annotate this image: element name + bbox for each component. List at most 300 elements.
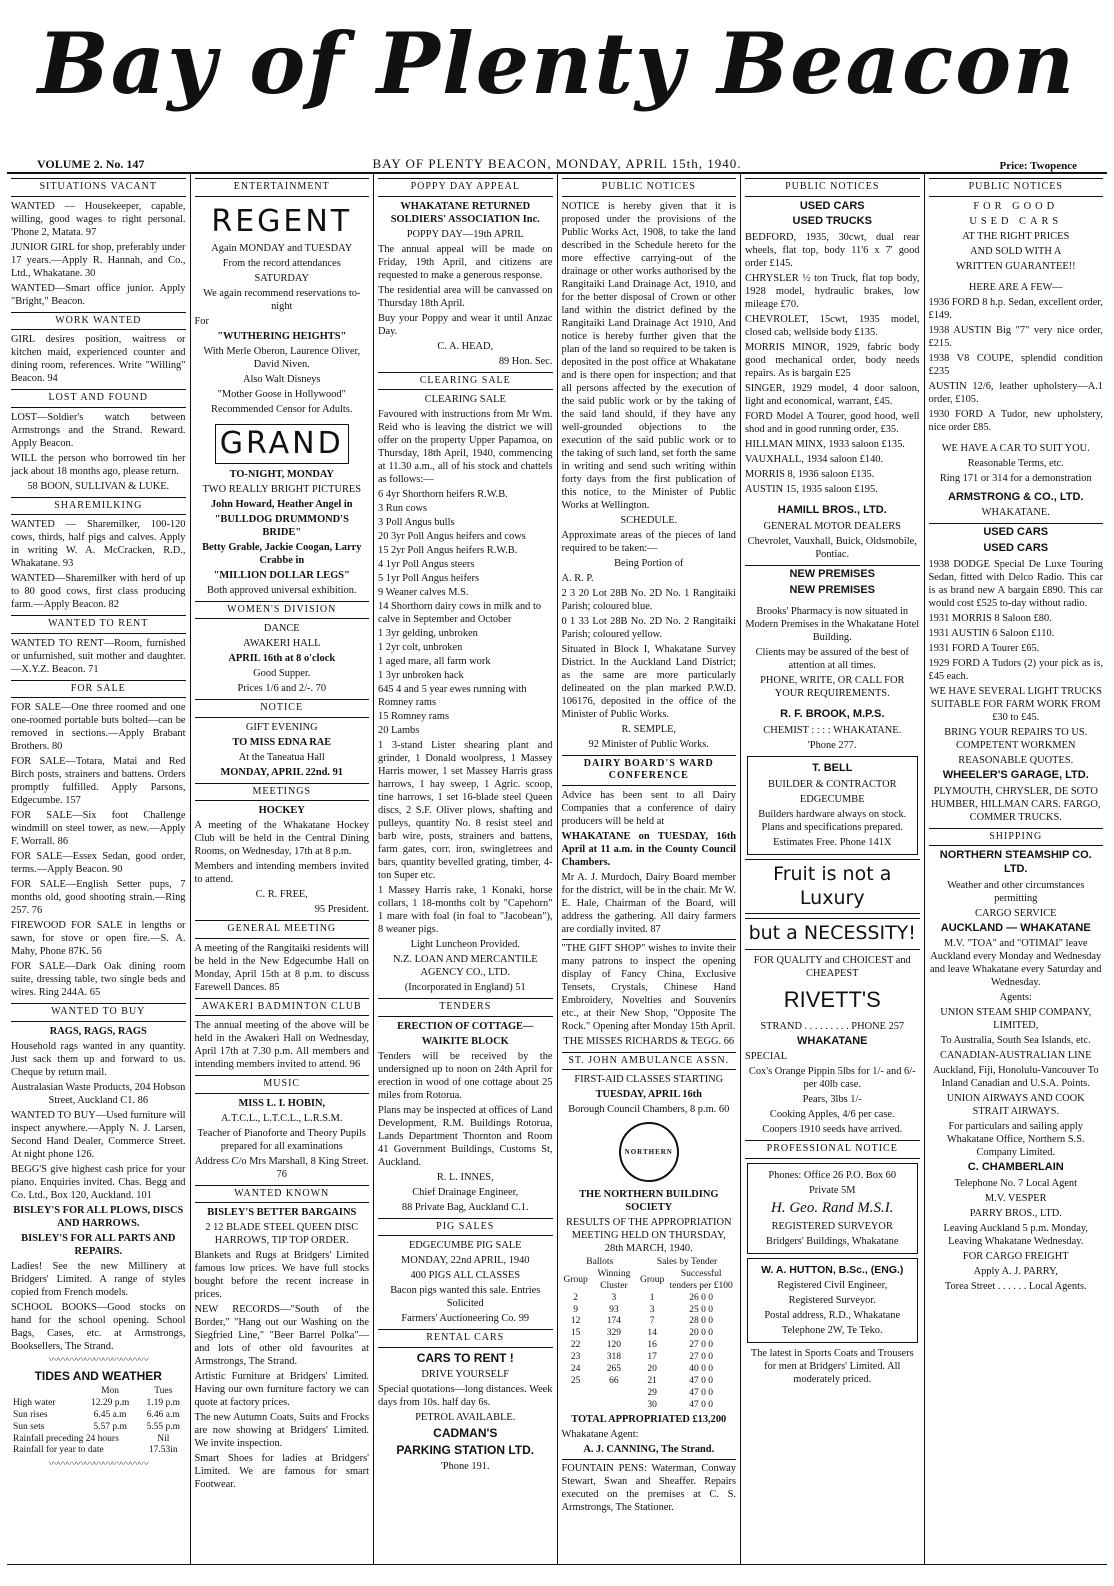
table-cell: 93 bbox=[609, 1304, 619, 1315]
table-cell: 265 bbox=[606, 1363, 622, 1374]
divider bbox=[562, 939, 737, 940]
table-cell: 66 bbox=[609, 1375, 619, 1386]
signature: 95 President. bbox=[314, 904, 369, 915]
business-name: C. CHAMBERLAIN bbox=[967, 1161, 1064, 1174]
notice-text: NOTICE is hereby given that it is proposed under the provisions of the Public Works Act, 1908, to take the land described in the Schedule hereto for the more effective carrying-out of the drainage or other works authorised by the Rangitaiki Land Drainage Act, 1910, and for the better disposal of Crown or other land within the district defined by the Rangitaiki Land Drainage Act 1910, And notice is hereby further given that the plan of the land so required to be taken is deposited in the post office at Whakatane and is there open for inspection; and that all persons affected by the execution of the said public work or by the taking of the said land should, if they have any well-grounded objections to the execution of the said public work or to the taking of such land, set forth the same in writing and send such writing within forty days from the first publication of this notice, to the Minister of Public Works at Wellington. bbox=[561, 200, 736, 511]
table-cell: 22 bbox=[570, 1340, 581, 1351]
list-item: 1938 AUSTIN Big "7" very nice order, £215. bbox=[928, 324, 1103, 349]
section-heading: ST. JOHN AMBULANCE ASSN. bbox=[562, 1052, 737, 1071]
table-cell: 47 0 0 bbox=[689, 1387, 714, 1398]
table-header: Mon bbox=[101, 1386, 120, 1396]
text-line: BISLEY'S BETTER BARGAINS bbox=[207, 1207, 357, 1218]
section-heading: CLEARING SALE bbox=[378, 372, 553, 391]
text-line: Light Luncheon Provided. bbox=[410, 939, 520, 950]
column-4 bbox=[557, 174, 741, 1564]
business-name: CADMAN'S bbox=[433, 1425, 498, 1440]
notice-text: Mr A. J. Murdoch, Dairy Board member for the district, will be in the chair. Mr W. E. Hale, Chairman of the Board, will address the gathering. All dairy farmers are cordially invited. 87 bbox=[561, 871, 736, 935]
text-line: 2 12 BLADE STEEL QUEEN DISC HARROWS, TIP TOP ORDER. bbox=[205, 1222, 359, 1246]
section-heading: SHAREMILKING bbox=[11, 497, 186, 516]
list-item: 1930 FORD A Tudor, new upholstery, nice order £85. bbox=[928, 408, 1103, 433]
table-row bbox=[562, 1352, 737, 1364]
table-row bbox=[562, 1305, 737, 1317]
text-line: Leaving Auckland 5 p.m. Monday, Leaving Whakatane Wednesday. bbox=[943, 1223, 1088, 1247]
table-cell: 27 0 0 bbox=[689, 1352, 714, 1362]
table-cell: 25 bbox=[570, 1375, 581, 1386]
stock-list bbox=[378, 488, 553, 737]
text-line: PETROL AVAILABLE. bbox=[415, 1411, 516, 1423]
table-cell: Sun rises bbox=[13, 1409, 48, 1420]
text-line: TUESDAY, APRIL 16th bbox=[595, 1089, 702, 1100]
notice-text: For particulars and sailing apply Whakatane Office, Northern S.S. Company Limited. bbox=[946, 1121, 1085, 1159]
text-line: UNION AIRWAYS AND COOK STRAIT AIRWAYS. bbox=[946, 1093, 1085, 1118]
text-line: DANCE bbox=[263, 623, 300, 634]
text-line: Estimates Free. Phone 141X bbox=[773, 836, 892, 848]
notice-text: Artistic Furniture at Bridgers' Limited. Having our own furniture factory we can quote at factory prices. bbox=[194, 1371, 369, 1408]
text-line: Chevrolet, Vauxhall, Buick, Oldsmobile, Pontiac. bbox=[747, 535, 917, 560]
table-row bbox=[562, 1376, 737, 1388]
notice-text: 1 3-stand Lister shearing plant and grinder, 1 Donald woolpress, 1 Massey Harris mower, 1 set Massey Harris grass harrows, 1 hay sweep, 1 Agric. scoop, tine harrows, 1 set 16-blade steel Queen discs, 2 S.F. Oliver plows, shafting and pulleys, quantity No. 8 resist steel and barb wire, posts, strainers and battens, farm gates, corr. iron, swingletrees and bars, quantity bevelled grating, timber, 4-ton Super etc. bbox=[378, 740, 553, 881]
signature: C. R. FREE, bbox=[255, 889, 308, 900]
text-line: A. J. CANNING, The Strand. bbox=[583, 1444, 715, 1456]
text-line: MONDAY, APRIL 22nd. 91 bbox=[220, 766, 343, 778]
text-line: Being Portion of bbox=[614, 557, 684, 569]
classified-ad: FOR SALE—Essex Sedan, good order, terms.—Apply Beacon. 90 bbox=[11, 851, 186, 875]
text-line: 400 PIGS ALL CLASSES bbox=[410, 1270, 521, 1281]
text-line: ERECTION OF COTTAGE— bbox=[397, 1020, 534, 1032]
table-row bbox=[11, 1434, 186, 1446]
text-line: Betty Grable, Jackie Coogan, Larry Crabbe in bbox=[202, 541, 362, 566]
section-heading: WANTED TO BUY bbox=[11, 1003, 186, 1022]
notice-text: The latest in Sports Coats and Trousers for men at Bridgers' Limited. All moderately priced. bbox=[750, 1347, 914, 1385]
list-item: 20 Lambs bbox=[378, 725, 420, 736]
list-item: Cox's Orange Pippin 5lbs for 1/- and 6/- per 40lb case. bbox=[748, 1066, 916, 1091]
table-cell: 28 0 0 bbox=[689, 1316, 714, 1327]
table-cell bbox=[590, 1388, 638, 1400]
notice-text: 2 3 20 Lot 28B No. 2D No. 1 Rangitaiki Parish; coloured blue. bbox=[561, 587, 736, 612]
text-line: HERE ARE A FEW— bbox=[968, 281, 1063, 293]
table-cell: 3 bbox=[611, 1292, 617, 1303]
text-line: 'Phone 277. bbox=[807, 740, 857, 751]
list-item: Pears, 3lbs 1/- bbox=[802, 1094, 862, 1106]
newspaper-page bbox=[7, 4, 1107, 1579]
classified-ad: FOR SALE—Totara, Matai and Red Birch posts, strainers and battens. Orders promptly fulfilled. Apply Parsons, Edgecumbe. 157 bbox=[11, 756, 186, 806]
classified-ad: LOST—Soldier's watch between Armstrongs and the Strand. Reward. Apply Beacon. bbox=[11, 411, 186, 449]
ad-headline: NEW PREMISES bbox=[789, 583, 876, 596]
table-row bbox=[11, 1445, 186, 1457]
text-line: To Australia, South Sea Islands, etc. bbox=[940, 1035, 1091, 1047]
text-line: DRIVE YOURSELF bbox=[421, 1368, 510, 1380]
list-item: 1 2yr colt, unbroken bbox=[378, 642, 463, 653]
section-heading: PROFESSIONAL NOTICE bbox=[745, 1140, 920, 1159]
list-item: 3 Run cows bbox=[378, 503, 428, 514]
notice-text: Smart Shoes for ladies at Bridgers' Limited. We are famous for smart Footwear. bbox=[194, 1453, 369, 1490]
classified-ad: WILL the person who borrowed tin her jack about 18 months ago, please return. bbox=[11, 452, 186, 477]
text-line: EDGECUMBE bbox=[799, 793, 865, 805]
classified-ad: WANTED TO RENT—Room, furnished or unfurnished, suit mother and daughter.—X.Y.Z. Beacon. 71 bbox=[11, 637, 186, 675]
list-item: BEDFORD, 1935, 30cwt, dual rear wheels, flat top, body 11'6 x 7' good order £145. bbox=[745, 232, 920, 269]
text-line: CARS TO RENT ! bbox=[416, 1350, 514, 1365]
text-line: Again MONDAY and TUESDAY bbox=[211, 243, 353, 254]
business-name: WHEELER'S GARAGE, LTD. bbox=[942, 768, 1089, 781]
table-cell: 120 bbox=[606, 1340, 622, 1351]
text-line: WHAKATANE bbox=[797, 1034, 868, 1047]
notice-text: Builders hardware always on stock. Plans and specifications prepared. bbox=[758, 808, 907, 833]
classified-ad: JUNIOR GIRL for shop, preferably under 17 years.—Apply R. Hannah, and Co., Ltd., Whakatane. 30 bbox=[11, 241, 186, 279]
text-line: THE NORTHERN BUILDING SOCIETY bbox=[579, 1189, 719, 1213]
list-item: AUSTIN 15, 1935 saloon £195. bbox=[745, 484, 878, 495]
text-line: Telephone No. 7 Local Agent bbox=[954, 1178, 1077, 1189]
text-line: CHEMIST : : : : WHAKATANE. bbox=[763, 725, 902, 736]
classified-ad: 58 BOON, SULLIVAN & LUKE. bbox=[27, 480, 170, 492]
text-line: Bridgers' Buildings, Whakatane bbox=[766, 1235, 899, 1247]
text-line: CLEARING SALE bbox=[424, 394, 506, 405]
divider bbox=[929, 523, 1104, 524]
section-heading: PUBLIC NOTICES bbox=[929, 178, 1104, 197]
business-name: W. A. HUTTON, B.Sc., (ENG.) bbox=[761, 1263, 904, 1276]
text-line: Torea Street . . . . . . Local Agents. bbox=[944, 1281, 1087, 1292]
text-line: Address C/o Mrs Marshall, 8 King Street. 76 bbox=[194, 1155, 369, 1180]
ad-headline: NEW PREMISES bbox=[789, 567, 876, 580]
decorative-divider: 〰〰〰〰〰〰〰〰〰〰〰 bbox=[48, 1354, 148, 1366]
classified-ad: FIREWOOD FOR SALE in lengths or sawn, for stove or open fire.—S. A. Mahy, Phone 87K. 56 bbox=[11, 920, 186, 957]
signature: 89 Hon. Sec. bbox=[498, 355, 553, 367]
section-heading: DAIRY BOARD'S WARD CONFERENCE bbox=[562, 755, 737, 786]
table-cell: 21 bbox=[647, 1375, 657, 1386]
text-line: Auckland, Fiji, Honolulu-Vancouver To Inland Canadian and U.S.A. Points. bbox=[932, 1065, 1099, 1090]
classified-ad: WANTED TO BUY—Used furniture will inspect anywhere.—Apply N. J. Larsen, Second Hand Dealer, Commerce Street. At night phone 126. bbox=[11, 1109, 186, 1160]
list-item: FORD Model A Tourer, good hood, well shod and in good running order, £35. bbox=[745, 411, 920, 435]
table-header: Successful tenders per £100 bbox=[669, 1268, 733, 1291]
notice-text: NEW RECORDS—"South of the Border," "Hang out our Washing on the Siegfried Line," "Beer Barrel Polka"—and lots of other old favourites at Armstrongs, The Strand. bbox=[194, 1304, 369, 1367]
tides-table bbox=[11, 1386, 186, 1457]
text-line: PLYMOUTH, CHRYSLER, DE SOTO HUMBER, HILLMAN CARS. FARGO, COMMER TRUCKS. bbox=[930, 785, 1101, 823]
notice-text: PHONE, WRITE, OR CALL FOR YOUR REQUIREMENTS. bbox=[760, 675, 905, 700]
text-line: M.V. VESPER bbox=[984, 1193, 1047, 1204]
table-row bbox=[562, 1340, 737, 1352]
table-cell: 318 bbox=[606, 1352, 622, 1362]
section-heading: MEETINGS bbox=[195, 783, 370, 802]
text-line: WHAKATANE. bbox=[981, 507, 1050, 519]
table-header: Winning Cluster bbox=[597, 1268, 631, 1291]
list-item: Coopers 1910 seeds have arrived. bbox=[762, 1124, 903, 1136]
address: Australasian Waste Products, 204 Hobson Street, Auckland C1. 86 bbox=[11, 1081, 186, 1106]
notice-text: Advice has been sent to all Dairy Companies that a conference of dairy producers will be held at bbox=[561, 789, 736, 827]
text-line: AWAKERI HALL bbox=[243, 638, 321, 649]
price: Price: Twopence bbox=[999, 160, 1077, 172]
table-cell: 329 bbox=[606, 1328, 622, 1339]
business-name: HAMILL BROS., LTD. bbox=[777, 504, 887, 516]
table-cell: 17 bbox=[647, 1352, 657, 1362]
table-cell: 3 bbox=[649, 1304, 655, 1315]
table-row bbox=[562, 1364, 737, 1376]
list-item: 1 3yr gelding, unbroken bbox=[378, 628, 478, 639]
list-item: 645 4 and 5 year ewes running with Romney rams bbox=[378, 684, 527, 708]
list-item: MORRIS 8, 1936 saloon £135. bbox=[745, 469, 875, 480]
text-line: AUCKLAND — WHAKATANE bbox=[940, 921, 1091, 934]
section-heading: PUBLIC NOTICES bbox=[745, 178, 920, 197]
business-name: RIVETT'S bbox=[783, 987, 881, 1012]
fruit-ad-headline: but a NECESSITY! bbox=[745, 918, 920, 950]
table-cell: 2 bbox=[573, 1292, 579, 1303]
table-header-row bbox=[562, 1269, 737, 1293]
list-item: 15 Romney rams bbox=[378, 711, 449, 722]
list-item: 1929 FORD A Tudors (2) your pick as is, £45 each. bbox=[928, 657, 1103, 682]
table-cell: 29 bbox=[647, 1387, 657, 1398]
dateline-bar bbox=[7, 152, 1107, 174]
list-item: 1 aged mare, all farm work bbox=[378, 656, 491, 667]
notice-text: Brooks' Pharmacy is now situated in Modern Premises in the Whakatane Hotel Building. bbox=[745, 606, 920, 644]
list-item: VAUXHALL, 1934 saloon £140. bbox=[745, 454, 884, 465]
table-cell: 17.53in bbox=[148, 1445, 178, 1456]
table-cell bbox=[590, 1400, 638, 1412]
section-heading: PIG SALES bbox=[378, 1218, 553, 1237]
text-line: At the Taneatua Hall bbox=[238, 751, 325, 763]
table-header: Sales by Tender bbox=[656, 1257, 718, 1267]
table-header-row bbox=[562, 1257, 737, 1269]
text-line: APRIL 16th at 8 o'clock bbox=[228, 653, 336, 664]
signature: Chief Drainage Engineer, bbox=[412, 1186, 519, 1198]
section-heading: WORK WANTED bbox=[11, 312, 186, 331]
list-item: 1931 MORRIS 8 Saloon £80. bbox=[928, 612, 1052, 624]
table-cell bbox=[562, 1400, 590, 1412]
text-line: Telephone 2W, Te Teko. bbox=[781, 1324, 883, 1336]
masthead bbox=[7, 4, 1107, 152]
text-line: SCHEDULE. bbox=[620, 514, 678, 526]
notice-text: Buy your Poppy and wear it until Anzac Day. bbox=[378, 312, 553, 337]
business-name: NORTHERN STEAMSHIP CO. LTD. bbox=[939, 849, 1092, 875]
classified-ad: GIRL desires position, waitress or kitchen maid, experienced counter and dining room, references. Write "Willing" Beacon. 94 bbox=[11, 334, 186, 384]
list-item: AUSTIN 12/6, leather upholstery—A.1 order, £105. bbox=[928, 380, 1103, 405]
table-cell: 9 bbox=[573, 1304, 579, 1315]
list-item: CHEVROLET, 15cwt, 1935 model, closed cab, wellside body £135. bbox=[745, 314, 920, 338]
text-line: AND SOLD WITH A bbox=[970, 245, 1062, 257]
section-heading: WANTED KNOWN bbox=[195, 1185, 370, 1204]
classified-ad: WANTED—Smart office junior. Apply "Bright," Beacon. bbox=[11, 282, 186, 307]
list-item: 3 Poll Angus bulls bbox=[378, 517, 455, 528]
classified-ad: WANTED — Sharemilker, 100-120 cows, thirds, half pigs and calves. Apply in writing W. A. McCracken, R.D., Whakatane. 93 bbox=[11, 519, 186, 569]
surveyor-ad bbox=[747, 1163, 918, 1254]
section-heading: FOR SALE bbox=[11, 680, 186, 699]
text-line: A.T.C.L., L.T.C.L., L.R.S.M. bbox=[221, 1112, 343, 1124]
text-line: STRAND . . . . . . . . . PHONE 257 bbox=[760, 1020, 905, 1032]
notice-text: Approximate areas of the pieces of land required to be taken:— bbox=[561, 529, 736, 554]
text-line: WHAKATANE RETURNED SOLDIERS' ASSOCIATION Inc. bbox=[390, 200, 540, 225]
ad-headline: USED TRUCKS bbox=[792, 215, 872, 228]
text-line: CANADIAN-AUSTRALIAN LINE bbox=[939, 1050, 1092, 1062]
text-line: Bacon pigs wanted this sale. Entries Solicited bbox=[390, 1285, 541, 1309]
table-cell: Rainfall for year to date bbox=[13, 1445, 104, 1456]
table-cell: 26 0 0 bbox=[689, 1292, 714, 1303]
text-line: Reasonable Terms, etc. bbox=[967, 457, 1064, 469]
text-line: Agents: bbox=[999, 992, 1032, 1004]
text-line: FOR CARGO FREIGHT bbox=[962, 1251, 1069, 1262]
section-heading: ENTERTAINMENT bbox=[195, 178, 370, 197]
list-item: 14 Shorthorn dairy cows in milk and to calve in September and October bbox=[378, 601, 542, 625]
table-cell: Nil bbox=[157, 1433, 170, 1444]
text-line: (Incorporated in England) 51 bbox=[404, 982, 526, 993]
table-cell: Sun sets bbox=[13, 1421, 45, 1432]
text-line: John Howard, Heather Angel in bbox=[210, 498, 353, 510]
classified-ad: WANTED — Housekeeper, capable, willing, good wages to right personal. 'Phone 2, Matata. 97 bbox=[11, 200, 186, 238]
signature: R. L. INNES, bbox=[436, 1171, 494, 1183]
classified-ad: FOR SALE—One three roomed and one one-roomed portable buts bolted—can be removed in sections.—Apply Brabant Brothers. 80 bbox=[11, 702, 186, 752]
notice-text: "THE GIFT SHOP" wishes to invite their many patrons to inspect the opening display of Fancy China, Exclusive Tensets, Crystals, Chinese Hand Embroidery, Novelties and Souvenirs etc., at their New Shop, "Opposite The Rock." Opening after Monday 15th April. bbox=[561, 942, 736, 1032]
section-heading: MUSIC bbox=[195, 1075, 370, 1094]
text-line: TO MISS EDNA RAE bbox=[232, 736, 332, 748]
text-line: N.Z. LOAN AND MERCANTILE AGENCY CO., LTD. bbox=[392, 954, 538, 978]
divider bbox=[745, 565, 920, 566]
table-cell: 24 bbox=[570, 1363, 581, 1374]
classified-ad: Ladies! See the new Millinery at Bridgers' Limited. A range of styles copied from French models. bbox=[11, 1260, 186, 1298]
text-line: For bbox=[194, 316, 209, 327]
notice-text: Favoured with instructions from Mr Wm. Reid who is leaving the district we will offer on the property Upper Papamoa, on Thursday, 18th April, 1940, commencing at 11.30 a.m., all of his stock and chattels as follows:— bbox=[378, 409, 553, 485]
section-heading: PUBLIC NOTICES bbox=[562, 178, 737, 197]
classified-ad: WANTED—Sharemilker with herd of up to 80 good cows, first class producing farm.—Apply Beacon. 82 bbox=[11, 573, 186, 610]
table-cell: 12 bbox=[570, 1316, 581, 1327]
list-item: 4 1yr Poll Angus steers bbox=[378, 559, 475, 570]
table-cell: 27 0 0 bbox=[689, 1340, 714, 1351]
text-line: BUILDER & CONTRACTOR bbox=[767, 778, 897, 790]
table-row bbox=[562, 1328, 737, 1340]
text-line: REGISTERED SURVEYOR bbox=[771, 1220, 893, 1232]
text-line: PARRY BROS., LTD. bbox=[969, 1208, 1062, 1219]
signature: THE MISSES RICHARDS & TEGG. 66 bbox=[563, 1035, 735, 1047]
column-3 bbox=[373, 174, 557, 1564]
text-line: USED CARS bbox=[969, 215, 1063, 227]
list-item: 1931 FORD A Tourer £65. bbox=[928, 642, 1040, 654]
text-line: Both approved universal exhibition. bbox=[207, 584, 357, 596]
table-cell: 5.57 p.m bbox=[93, 1421, 127, 1432]
engineer-ad bbox=[747, 1258, 918, 1343]
tides-title: TIDES AND WEATHER bbox=[34, 1369, 162, 1383]
notice-text: The residential area will be canvassed on Thursday 18th April. bbox=[378, 284, 553, 309]
list-item: 6 4yr Shorthorn heifers R.W.B. bbox=[378, 489, 508, 500]
table-row bbox=[562, 1400, 737, 1412]
text-line: FOR QUALITY and CHOICEST and CHEAPEST bbox=[753, 955, 911, 979]
text-line: SATURDAY bbox=[254, 273, 309, 284]
section-heading: SITUATIONS VACANT bbox=[11, 178, 186, 197]
dateline: BAY OF PLENTY BEACON, MONDAY, APRIL 15th, 1940. bbox=[372, 156, 742, 171]
table-cell: 20 0 0 bbox=[689, 1328, 714, 1339]
classified-ad: BEGG'S give highest cash price for your piano. Enquiries invited. Chas. Begg and Co. Ltd., Box 120, Auckland. 101 bbox=[11, 1163, 186, 1201]
text-line: Farmers' Auctioneering Co. 99 bbox=[401, 1313, 530, 1324]
list-item: Cooking Apples, 4/6 per case. bbox=[769, 1109, 895, 1121]
table-header: Ballots bbox=[586, 1257, 614, 1267]
notice-text: Plans may be inspected at offices of Land Development, R.M. Buildings Rotorua, Lands Department Thornton and Room 41 Government Buildings, Customs St, Auckland. bbox=[378, 1104, 553, 1168]
notice-text: Situated in Block I, Whakatane Survey District. In the Auckland Land District; as the same are more particularly delineated on the plan marked P.W.D. 106176, deposited in the office of the Minister of Public Works. bbox=[561, 643, 736, 720]
text-line: MONDAY, 22nd APRIL, 1940 bbox=[401, 1255, 530, 1266]
text-line: Ring 171 or 314 for a demonstration bbox=[939, 472, 1092, 484]
text-line: Private 5M bbox=[809, 1184, 856, 1196]
table-cell: 15 bbox=[570, 1328, 581, 1339]
list-item: 1938 V8 COUPE, splendid condition £235 bbox=[928, 352, 1103, 377]
film-title: "WUTHERING HEIGHTS" bbox=[217, 331, 347, 342]
notice-text: The new Autumn Coats, Suits and Frocks are now showing at Bridgers' Limited. We invite inspection. bbox=[194, 1412, 369, 1449]
table-cell: 174 bbox=[606, 1316, 622, 1327]
text-line: TWO REALLY BRIGHT PICTURES bbox=[202, 483, 362, 495]
section-heading: RENTAL CARS bbox=[378, 1329, 553, 1348]
notice-text: The annual meeting of the above will be held in the Awakeri Hall on Wednesday, April 17th at 7.30 p.m. All members and intending members invited to attend. 96 bbox=[194, 1020, 369, 1070]
table-row bbox=[562, 1293, 737, 1305]
text-line: GIFT EVENING bbox=[245, 721, 318, 733]
text-line: Phones: Office 26 P.O. Box 60 bbox=[768, 1169, 897, 1181]
table-row bbox=[11, 1422, 186, 1434]
text-line: Good Supper. bbox=[253, 668, 311, 679]
section-heading: WOMEN'S DIVISION bbox=[195, 601, 370, 620]
text-line: REASONABLE QUOTES. bbox=[958, 754, 1074, 766]
text-line: Registered Surveyor. bbox=[788, 1294, 876, 1306]
section-heading: GENERAL MEETING bbox=[195, 920, 370, 939]
text-line: MISS L. I. HOBIN, bbox=[238, 1097, 326, 1109]
table-cell bbox=[562, 1388, 590, 1400]
business-name: ARMSTRONG & CO., LTD. bbox=[948, 490, 1084, 503]
text-line: Whakatane Agent: bbox=[561, 1429, 639, 1441]
notice-text: WE HAVE SEVERAL LIGHT TRUCKS SUITABLE FOR FARM WORK FROM £30 to £45. bbox=[929, 685, 1102, 723]
business-name: R. F. BROOK, M.P.S. bbox=[780, 708, 885, 721]
list-item: MORRIS MINOR, 1929, fabric body good mechanical order, body needs repairs. As is bargain £25 bbox=[745, 342, 920, 379]
table-row bbox=[11, 1410, 186, 1422]
text-line: Postal address, R.D., Whakatane bbox=[764, 1309, 901, 1321]
table-cell: 12.29 p.m bbox=[90, 1397, 130, 1408]
text-line: WRITTEN GUARANTEE!! bbox=[955, 260, 1076, 272]
text-line: Recommended Censor for Adults. bbox=[211, 404, 353, 415]
text-line: With Merle Oberon, Laurence Oliver, David Niven. bbox=[203, 346, 361, 370]
business-name: H. Geo. Rand M.S.I. bbox=[771, 1199, 894, 1216]
table-cell: 47 0 0 bbox=[689, 1399, 714, 1410]
t-bell-ad bbox=[747, 756, 918, 855]
ad-headline: USED CARS bbox=[983, 542, 1049, 554]
cinema-name-regent: REGENT bbox=[211, 203, 353, 239]
notice-text: M.V. "TOA" and "OTIMAI" leave Auckland every Monday and Wednesday and leave Whakatane every Saturday and Wednesday. bbox=[930, 938, 1102, 989]
table-header: Group bbox=[640, 1274, 665, 1285]
list-item: 9 Weaner calves M.S. bbox=[378, 587, 469, 598]
text-line: TOTAL APPROPRIATED £13,200 bbox=[571, 1414, 727, 1426]
text-line: EDGECUMBE PIG SALE bbox=[408, 1240, 522, 1251]
table-cell: 5.55 p.m bbox=[146, 1421, 181, 1432]
notice-text: The annual appeal will be made on Friday, 19th April, and citizens are requested to make a generous response. bbox=[378, 243, 553, 281]
notice-text: Tenders will be received by the undersigned up to noon on 24th April for erection in wood of one cottage about 25 miles from Rotorua. bbox=[378, 1050, 553, 1101]
table-cell: 7 bbox=[649, 1316, 655, 1327]
list-item: HILLMAN MINX, 1933 saloon £135. bbox=[745, 439, 905, 450]
section-heading: AWAKERI BADMINTON CLUB bbox=[195, 998, 370, 1017]
table-cell: 40 0 0 bbox=[689, 1363, 714, 1374]
text-line: Also Walt Disneys bbox=[243, 374, 321, 385]
section-heading: POPPY DAY APPEAL bbox=[378, 178, 553, 197]
text-line: Apply A. J. PARRY, bbox=[973, 1266, 1058, 1277]
text-line: Prices 1/6 and 2/-. 70 bbox=[237, 683, 327, 694]
section-heading: SHIPPING bbox=[929, 828, 1104, 847]
text-line: We again recommend reservations to-night bbox=[203, 288, 361, 312]
notice-text: Special quotations—long distances. Week days from 10s. half day 6s. bbox=[378, 1383, 553, 1408]
table-row bbox=[11, 1398, 186, 1410]
list-item: 20 3yr Poll Angus heifers and cows bbox=[378, 531, 526, 542]
text-line: CARGO SERVICE bbox=[975, 907, 1057, 919]
text-line: HOCKEY bbox=[258, 805, 305, 816]
table-row bbox=[562, 1316, 737, 1328]
section-heading: NOTICE bbox=[195, 699, 370, 718]
list-item: SINGER, 1929 model, 4 door saloon, light and economical, warrant, £45. bbox=[745, 383, 920, 407]
notice-text: Members and intending members invited to attend. bbox=[194, 861, 369, 885]
text-line: SPECIAL bbox=[745, 1051, 788, 1063]
signature: 92 Minister of Public Works. bbox=[588, 738, 709, 750]
notice-text: Blankets and Rugs at Bridgers' Limited famous low prices. We have full stocks bought before the recent increase in prices. bbox=[194, 1250, 369, 1300]
table-cell: 25 0 0 bbox=[689, 1304, 714, 1315]
film-title: "MILLION DOLLAR LEGS" bbox=[213, 569, 350, 581]
text-line: FIRST-AID CLASSES STARTING bbox=[574, 1074, 724, 1085]
signature: R. SEMPLE, bbox=[621, 723, 677, 735]
text-line: TO-NIGHT, MONDAY bbox=[229, 468, 334, 480]
table-cell: 6.45 a.m bbox=[93, 1409, 127, 1420]
